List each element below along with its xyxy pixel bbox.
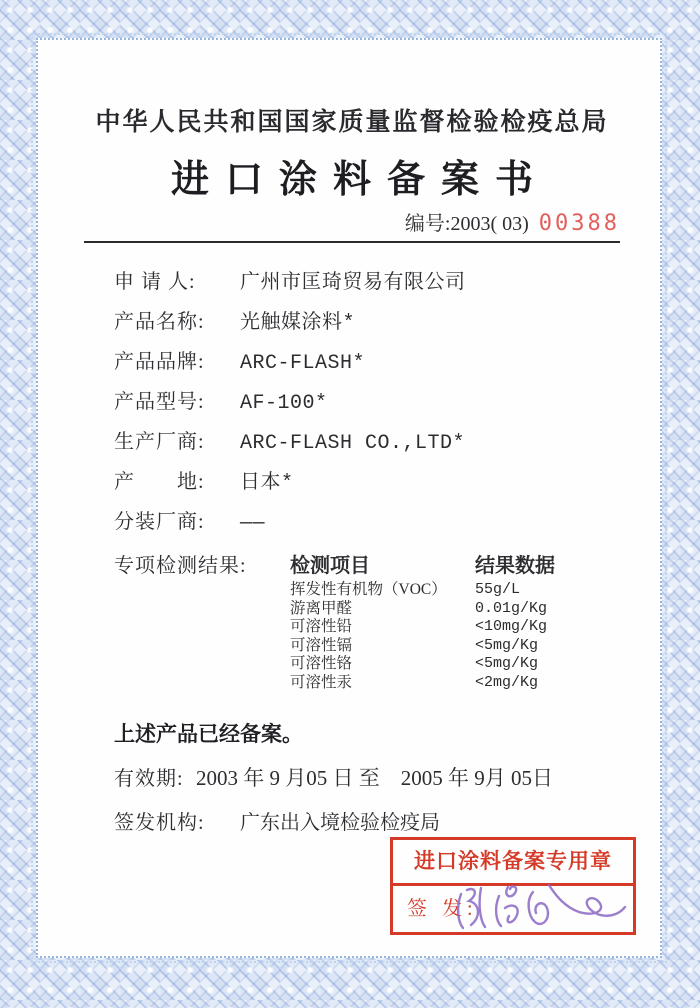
field-label: 产品名称: [114, 311, 205, 333]
field-value: ARC-FLASH* [240, 352, 366, 375]
result-item: 游离甲醛 [290, 599, 353, 617]
field-list [38, 265, 660, 692]
results-col-item-header: 检测项目 [290, 555, 370, 577]
field-label: 产品型号: [114, 391, 205, 413]
test-results-section [114, 549, 660, 692]
field-row-product-name [114, 305, 660, 345]
field-label: 产 地: [114, 471, 205, 493]
result-value: <5mg/Kg [475, 636, 539, 654]
result-value: 55g/L [475, 581, 521, 598]
certificate-page [36, 38, 662, 958]
authority-title: 中华人民共和国国家质量监督检验检疫总局 [95, 109, 609, 136]
serial-label: 编号: [404, 213, 451, 235]
field-value: 光触媒涂料* [240, 312, 356, 335]
stamp-sign-row [393, 886, 633, 932]
result-value: <5mg/Kg [475, 655, 539, 672]
certificate-title: 进口涂料备案书 [170, 159, 549, 201]
result-value: 0.01g/Kg [475, 599, 548, 617]
result-item: 可溶性汞 [290, 673, 353, 691]
field-row-manufacturer [114, 425, 660, 465]
serial-number: 00388 [538, 211, 620, 236]
result-row-chromium [290, 655, 555, 674]
header-rule [84, 241, 620, 243]
result-row-lead [290, 618, 555, 637]
issuer-value: 广东出入境检验检疫局 [240, 812, 440, 834]
results-section-label: 专项检测结果: [114, 555, 247, 577]
field-row-model [114, 385, 660, 425]
field-row-brand [114, 345, 660, 385]
sign-label: 签 发: [407, 898, 478, 920]
validity-row [114, 762, 660, 792]
stamp-title: 进口涂料备案专用章 [393, 840, 633, 886]
certificate-header [38, 102, 660, 243]
validity-label: 有效期: [114, 768, 184, 790]
field-label: 生产厂商: [114, 431, 205, 453]
field-row-origin [114, 465, 660, 505]
field-value: —— [240, 512, 266, 535]
result-row-cadmium [290, 637, 555, 656]
serial-row [84, 207, 620, 236]
field-value: 广州市匡琦贸易有限公司 [240, 272, 466, 295]
result-row-mercury [290, 674, 555, 693]
field-row-applicant [114, 265, 660, 305]
field-value: AF-100* [240, 392, 328, 415]
field-value: ARC-FLASH CO.,LTD* [240, 432, 466, 455]
result-value: <2mg/Kg [475, 673, 539, 691]
field-label: 分装厂商: [114, 511, 205, 533]
validity-value: 2003 年 9 月05 日 至 2005 年 9月 05日 [196, 766, 553, 790]
result-row-voc [290, 581, 555, 600]
result-item: 可溶性镉 [290, 636, 353, 654]
results-col-result-header: 结果数据 [475, 555, 555, 577]
result-item: 挥发性有机物（VOC） [290, 581, 447, 598]
results-table-header [290, 549, 555, 578]
issuer-label: 签发机构: [114, 812, 205, 834]
field-row-repacker [114, 505, 660, 545]
serial-prefix: 2003( 03) [450, 213, 529, 235]
result-row-formaldehyde [290, 600, 555, 619]
field-label: 产品品牌: [114, 351, 205, 373]
field-label: 申 请 人: [114, 271, 196, 293]
result-item: 可溶性铅 [290, 618, 353, 635]
result-value: <10mg/Kg [475, 618, 548, 635]
result-item: 可溶性铬 [290, 655, 353, 672]
issuer-row [114, 806, 660, 835]
results-table [290, 549, 555, 692]
field-value: 日本* [240, 472, 294, 495]
signature [451, 878, 641, 940]
stamp-box [390, 837, 636, 935]
registration-statement: 上述产品已经备案。 [114, 722, 303, 746]
